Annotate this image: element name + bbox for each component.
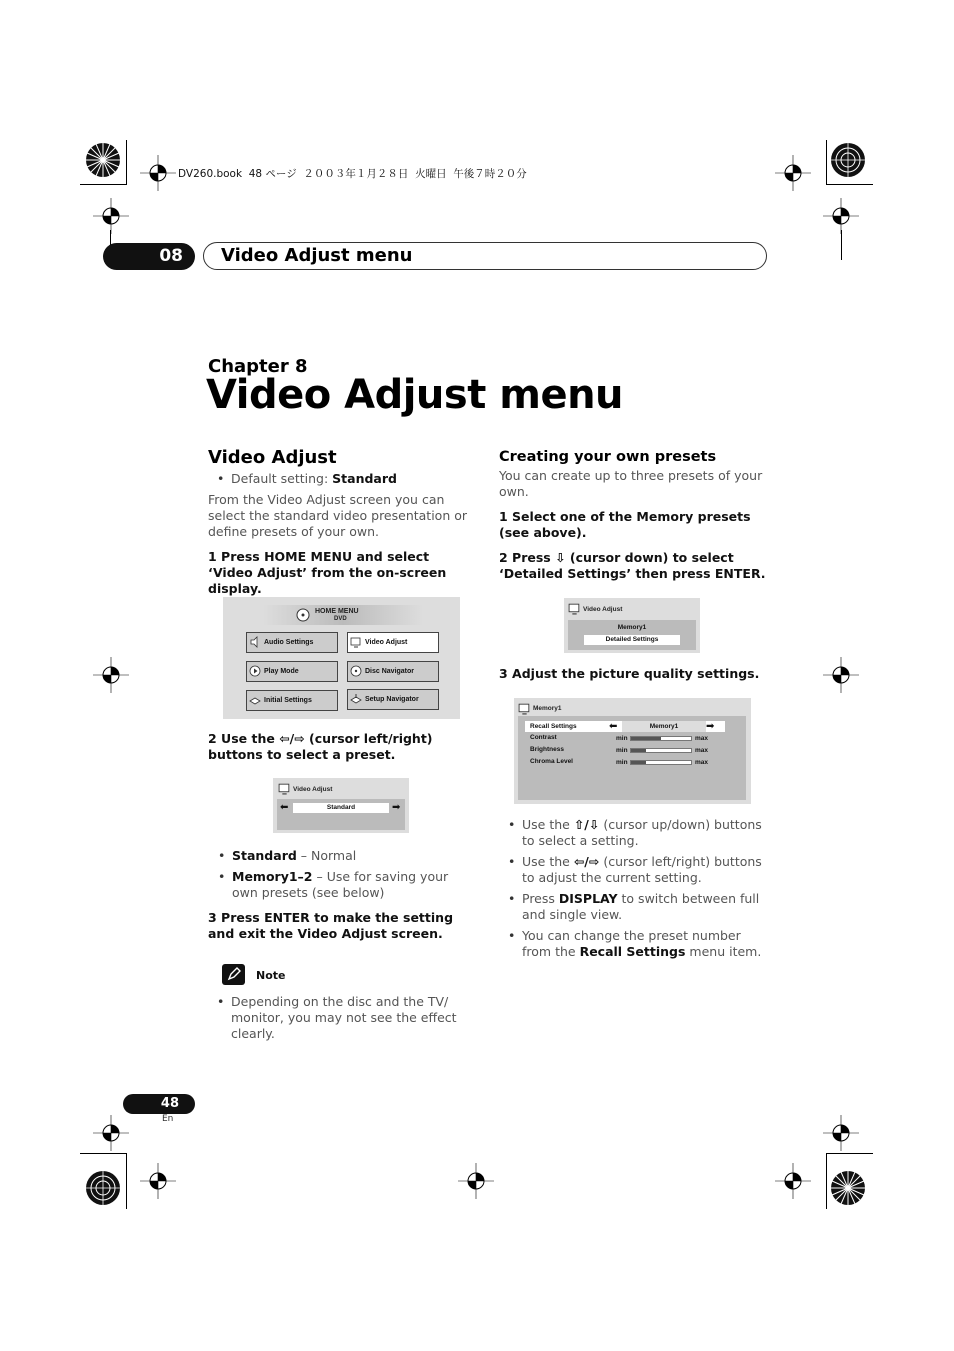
section-heading: Creating your own presets bbox=[499, 449, 717, 465]
step-1: 1 Select one of the Memory presets (see above). bbox=[499, 509, 751, 540]
min-label: min bbox=[616, 747, 628, 754]
menu-play-mode[interactable] bbox=[246, 661, 338, 682]
step-2: 2 Use the ⇦/⇨ (cursor left/right) buttons to select a preset. bbox=[208, 731, 433, 762]
memory-value: Memory1 bbox=[617, 624, 647, 631]
note-icon bbox=[222, 964, 245, 985]
menu-audio-settings[interactable] bbox=[246, 632, 338, 653]
max-label: max bbox=[695, 735, 709, 742]
play-mode-icon bbox=[249, 665, 261, 677]
option-standard: • Standard – Normal bbox=[218, 848, 473, 864]
chapter-label: Chapter 8 bbox=[208, 356, 308, 377]
detailed-settings-screen bbox=[564, 598, 700, 653]
registration-mark bbox=[813, 1153, 883, 1223]
arrow-left-icon[interactable]: ⬅ bbox=[609, 721, 618, 732]
usage-bullets bbox=[508, 817, 766, 960]
page-number: 48 bbox=[160, 1096, 179, 1111]
crosshair-icon bbox=[823, 1115, 859, 1151]
bullet-display: • Press DISPLAY to switch between full and single view. bbox=[508, 891, 766, 923]
default-setting bbox=[217, 471, 473, 487]
slider-fill bbox=[631, 749, 646, 752]
detailed-settings-button[interactable]: Detailed Settings bbox=[584, 635, 680, 645]
brightness-slider[interactable] bbox=[630, 748, 692, 753]
crosshair-icon bbox=[93, 1115, 129, 1151]
home-menu-subtitle: DVD bbox=[334, 616, 347, 622]
setup-navigator-icon bbox=[350, 693, 362, 705]
print-header: DV260.book 48 ページ ２００３年１月２８日 火曜日 午後７時２０分 bbox=[178, 168, 527, 180]
preset-value[interactable]: Standard bbox=[293, 803, 389, 813]
max-label: max bbox=[695, 759, 709, 766]
screen-title: Video Adjust bbox=[293, 786, 333, 793]
home-menu-screen bbox=[223, 597, 460, 719]
crop-line bbox=[826, 1153, 827, 1209]
crop-line bbox=[80, 1153, 127, 1154]
speaker-icon bbox=[249, 636, 261, 648]
crosshair-icon bbox=[140, 155, 176, 191]
section-title: Video Adjust menu bbox=[203, 242, 767, 270]
bullet-adjust-setting: • Use the ⇦/⇨ (cursor left/right) buttons to adjust the current setting. bbox=[508, 854, 766, 886]
crosshair-icon bbox=[458, 1163, 494, 1199]
home-menu-title: HOME MENU bbox=[315, 608, 359, 615]
step-1: 1 Press HOME MENU and select ‘Video Adjust’ from the on-screen display. bbox=[208, 549, 447, 596]
recall-value: Memory1 bbox=[622, 721, 706, 732]
default-label: Default setting: bbox=[231, 471, 333, 486]
menu-video-adjust[interactable] bbox=[347, 632, 439, 653]
disc-navigator-icon bbox=[350, 665, 362, 677]
option-memory: • Memory1–2 – Use for saving your own presets (see below) bbox=[218, 869, 473, 901]
screen-title: Memory1 bbox=[533, 705, 562, 712]
up-down-arrows-icon: ⇧/⇩ bbox=[573, 817, 600, 832]
monitor-icon bbox=[278, 782, 291, 795]
crosshair-icon bbox=[823, 198, 859, 234]
menu-disc-navigator[interactable] bbox=[347, 661, 439, 682]
crop-line bbox=[80, 184, 127, 185]
crosshair-icon bbox=[93, 657, 129, 693]
menu-initial-settings[interactable] bbox=[246, 690, 338, 711]
crop-line bbox=[826, 140, 827, 185]
min-label: min bbox=[616, 759, 628, 766]
crop-line bbox=[841, 230, 842, 260]
section-heading: Video Adjust bbox=[208, 447, 337, 468]
slider-fill bbox=[631, 761, 646, 764]
menu-setup-navigator[interactable] bbox=[347, 689, 439, 710]
arrow-right-icon[interactable]: ➡ bbox=[392, 802, 401, 813]
slider-fill bbox=[631, 737, 661, 740]
monitor-icon bbox=[568, 602, 581, 615]
menu-label: Disc Navigator bbox=[365, 668, 415, 675]
recall-label: Recall Settings bbox=[530, 723, 577, 730]
menu-label: Audio Settings bbox=[264, 639, 314, 646]
menu-label: Setup Navigator bbox=[365, 696, 419, 703]
crop-line bbox=[126, 1153, 127, 1209]
monitor-icon bbox=[350, 636, 362, 648]
language-code: En bbox=[162, 1114, 174, 1124]
chroma-level-slider[interactable] bbox=[630, 760, 692, 765]
left-right-arrows-icon: ⇦/⇨ bbox=[573, 854, 600, 869]
crosshair-icon bbox=[93, 198, 129, 234]
crop-line bbox=[826, 184, 873, 185]
down-arrow-icon: ⇩ bbox=[555, 550, 566, 565]
disc-icon bbox=[296, 608, 310, 622]
note-text: • Depending on the disc and the TV/ monitor, you may not see the effect clearly. bbox=[217, 994, 466, 1042]
crosshair-icon bbox=[775, 155, 811, 191]
intro-text: From the Video Adjust screen you can select the standard video presentation or define presets of your own. bbox=[208, 492, 468, 539]
page-number-badge bbox=[123, 1094, 195, 1114]
left-column bbox=[208, 447, 473, 597]
min-label: min bbox=[616, 735, 628, 742]
note-label: Note bbox=[256, 969, 286, 982]
default-value: Standard bbox=[332, 471, 397, 486]
menu-label: Play Mode bbox=[264, 668, 299, 675]
crop-line bbox=[826, 1153, 873, 1154]
intro-text: You can create up to three presets of your own. bbox=[499, 468, 763, 499]
screen-title: Video Adjust bbox=[583, 606, 623, 613]
crosshair-icon bbox=[775, 1163, 811, 1199]
contrast-slider[interactable] bbox=[630, 736, 692, 741]
max-label: max bbox=[695, 747, 709, 754]
step-2: 2 Press ⇩ (cursor down) to select ‘Detailed Settings’ then press ENTER. bbox=[499, 550, 766, 581]
step-3: 3 Adjust the picture quality settings. bbox=[499, 666, 760, 681]
settings-icon bbox=[249, 694, 261, 706]
menu-label: Video Adjust bbox=[365, 639, 408, 646]
crosshair-icon bbox=[823, 657, 859, 693]
arrow-right-icon[interactable]: ➡ bbox=[706, 721, 715, 732]
row-label: Chroma Level bbox=[530, 758, 573, 765]
crosshair-icon bbox=[140, 1163, 176, 1199]
left-right-arrows-icon: ⇦/⇨ bbox=[279, 731, 305, 746]
right-column bbox=[499, 449, 767, 582]
preset-options bbox=[218, 848, 473, 901]
bullet-select-setting: • Use the ⇧/⇩ (cursor up/down) buttons to select a setting. bbox=[508, 817, 766, 849]
monitor-icon bbox=[518, 702, 531, 715]
step-3: 3 Press ENTER to make the setting and exit the Video Adjust screen. bbox=[208, 910, 454, 941]
memory-settings-screen bbox=[514, 698, 751, 804]
row-label: Contrast bbox=[530, 734, 557, 741]
page-title: Video Adjust menu bbox=[206, 372, 624, 418]
registration-mark bbox=[68, 1153, 138, 1223]
crop-line bbox=[126, 140, 127, 185]
bullet-recall: • You can change the preset number from the Recall Settings menu item. bbox=[508, 928, 766, 960]
arrow-left-icon[interactable]: ⬅ bbox=[280, 802, 289, 813]
video-adjust-screen bbox=[273, 778, 409, 833]
chapter-number-badge: 08 bbox=[103, 243, 195, 270]
menu-label: Initial Settings bbox=[264, 697, 312, 704]
row-label: Brightness bbox=[530, 746, 564, 753]
